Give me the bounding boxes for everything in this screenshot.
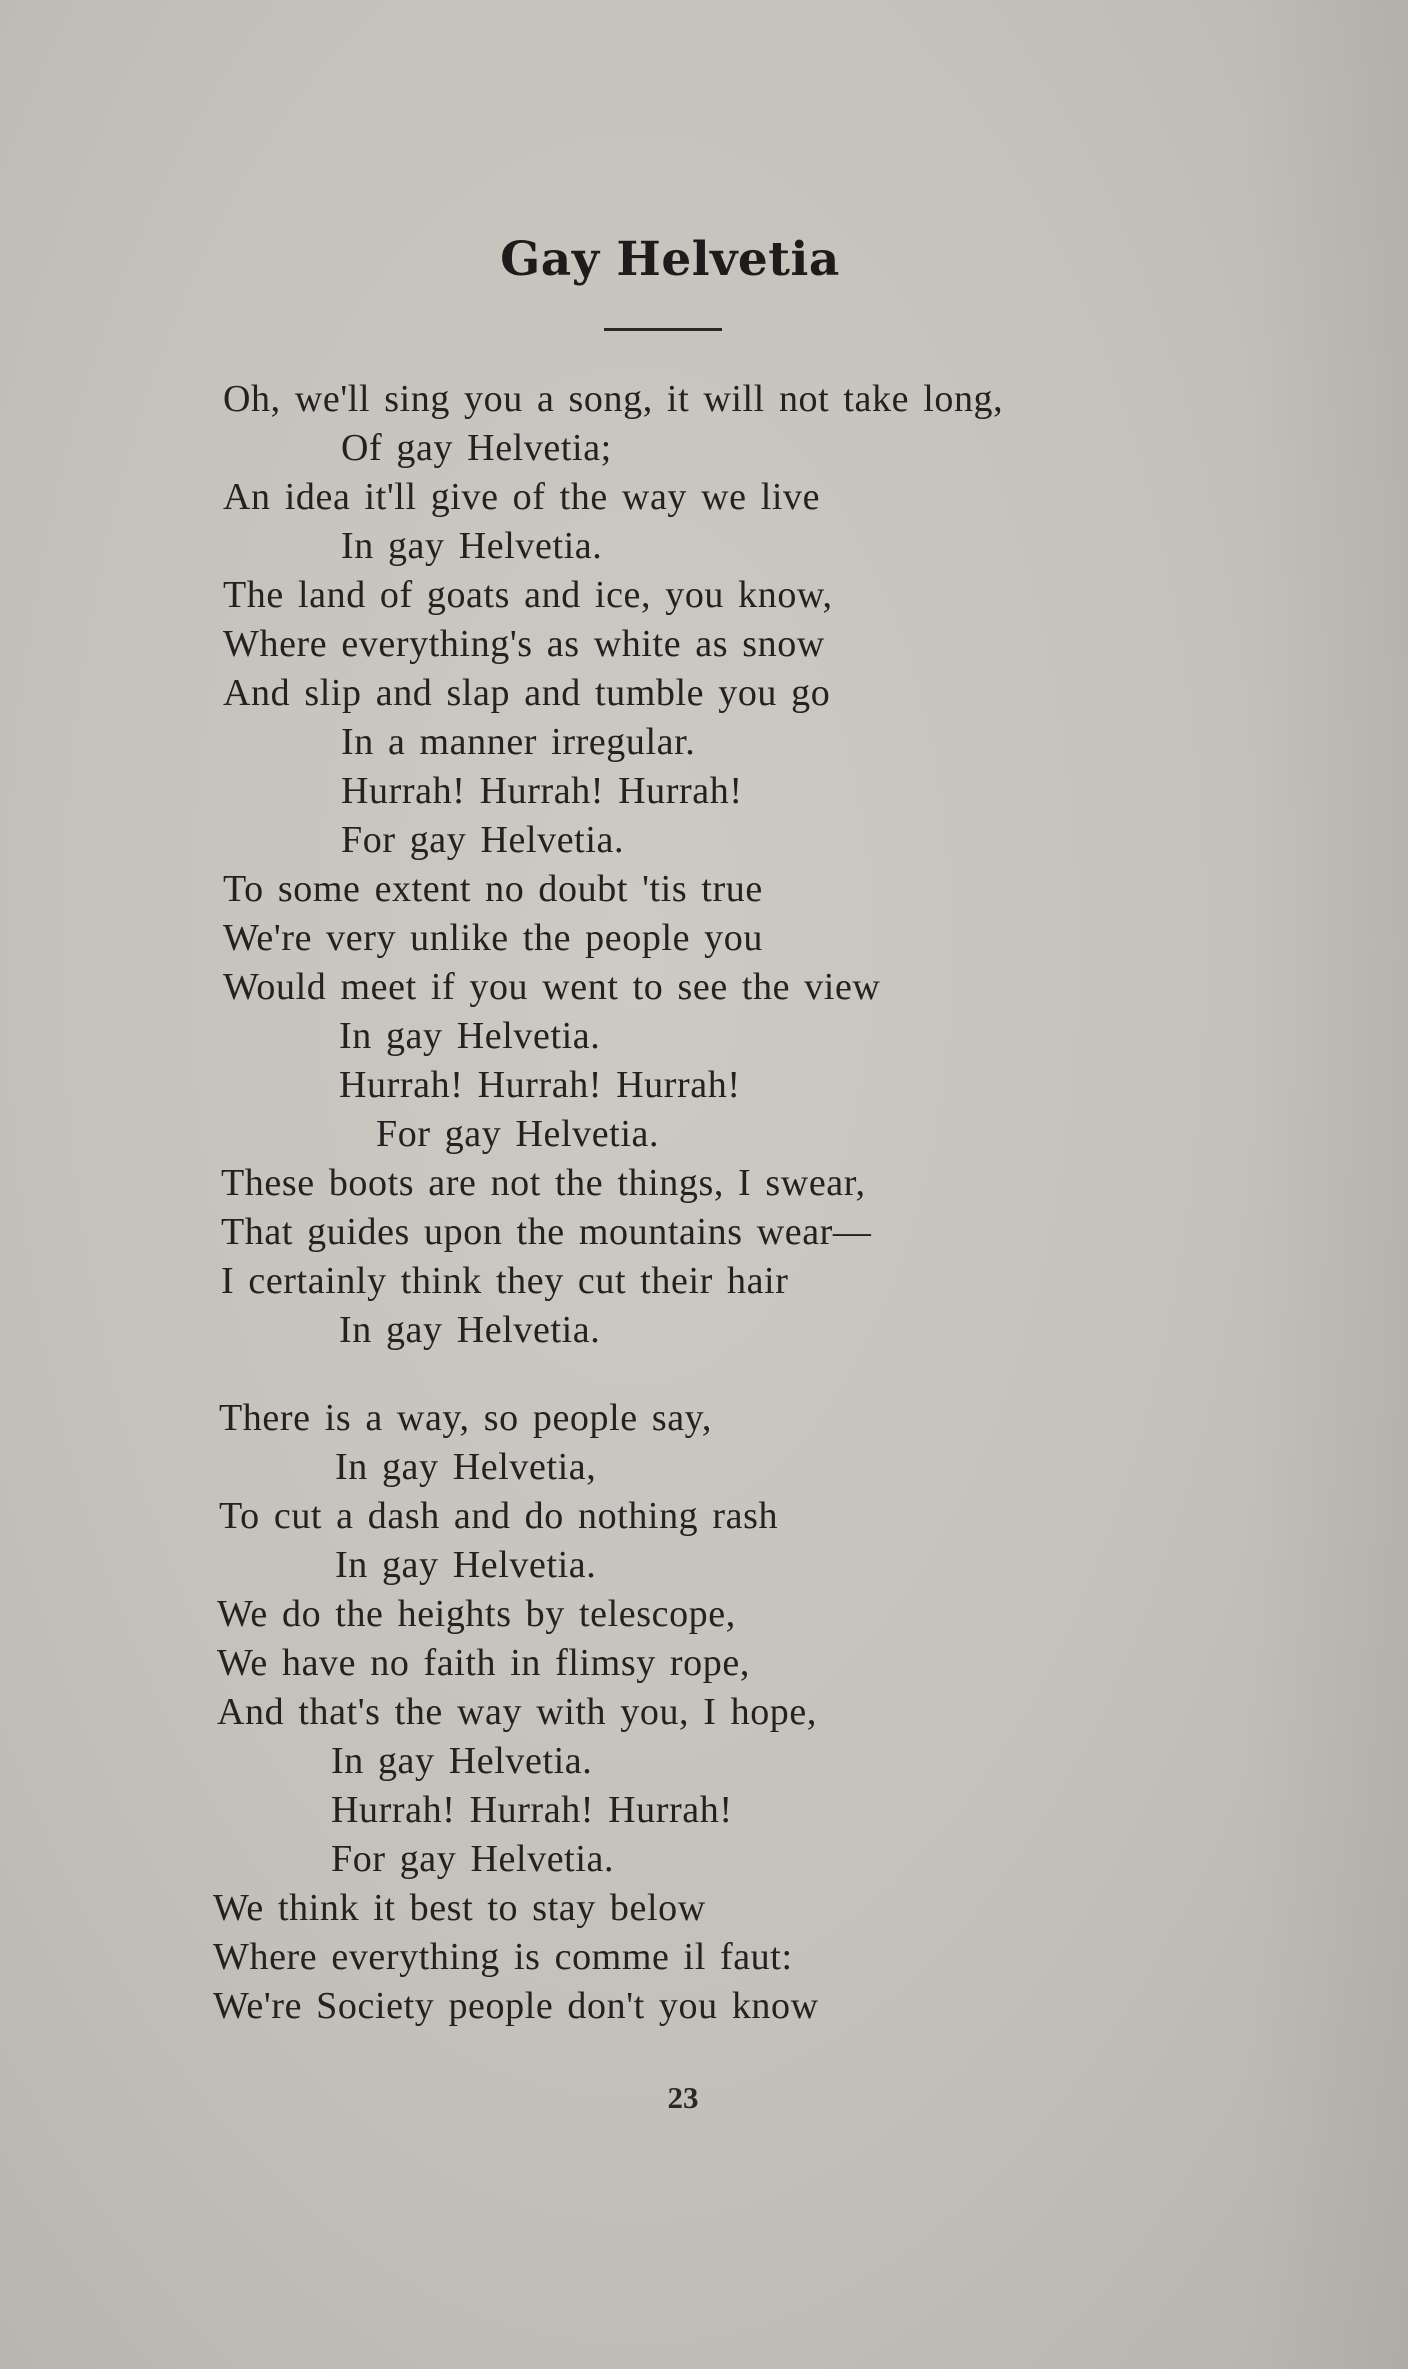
poem-title: Gay Helvetia bbox=[500, 232, 840, 287]
poem-line: In gay Helvetia, bbox=[335, 1446, 597, 1488]
poem-line: These boots are not the things, I swear, bbox=[221, 1162, 866, 1204]
poem-line: We're very unlike the people you bbox=[223, 917, 763, 959]
poem-line: For gay Helvetia. bbox=[331, 1838, 615, 1880]
poem-line: And slip and slap and tumble you go bbox=[223, 672, 831, 714]
poem-line: In gay Helvetia. bbox=[335, 1544, 597, 1586]
page-number: 23 bbox=[667, 2080, 699, 2115]
poem-line: In a manner irregular. bbox=[341, 721, 696, 763]
poem-line: For gay Helvetia. bbox=[376, 1113, 660, 1155]
poem-line: Hurrah! Hurrah! Hurrah! bbox=[339, 1064, 741, 1106]
poem-line: We're Society people don't you know bbox=[213, 1985, 819, 2027]
poem-line: Of gay Helvetia; bbox=[341, 427, 612, 469]
poem-line: Where everything's as white as snow bbox=[223, 623, 825, 665]
poem-line: We think it best to stay below bbox=[213, 1887, 706, 1929]
poem-line: I certainly think they cut their hair bbox=[221, 1260, 789, 1302]
poem-line: For gay Helvetia. bbox=[341, 819, 625, 861]
poem-line: In gay Helvetia. bbox=[339, 1015, 601, 1057]
poem-line: Where everything is comme il faut: bbox=[213, 1936, 793, 1978]
poem-line: That guides upon the mountains wear— bbox=[221, 1211, 872, 1253]
poem-line: In gay Helvetia. bbox=[339, 1309, 601, 1351]
poem-line: In gay Helvetia. bbox=[331, 1740, 593, 1782]
poem-line: Would meet if you went to see the view bbox=[223, 966, 881, 1008]
poem-line: Oh, we'll sing you a song, it will not take long, bbox=[223, 378, 1004, 420]
poem-line: And that's the way with you, I hope, bbox=[217, 1691, 817, 1733]
poem-line: Hurrah! Hurrah! Hurrah! bbox=[331, 1789, 733, 1831]
poem-line: There is a way, so people say, bbox=[219, 1397, 712, 1439]
poem-line: In gay Helvetia. bbox=[341, 525, 603, 567]
poem-line: We do the heights by telescope, bbox=[217, 1593, 736, 1635]
poem-line: To some extent no doubt 'tis true bbox=[223, 868, 763, 910]
poem-line: To cut a dash and do nothing rash bbox=[219, 1495, 779, 1537]
poem-line: We have no faith in flimsy rope, bbox=[217, 1642, 750, 1684]
poem-line: The land of goats and ice, you know, bbox=[223, 574, 833, 616]
poem-line: Hurrah! Hurrah! Hurrah! bbox=[341, 770, 743, 812]
poem-line: An idea it'll give of the way we live bbox=[223, 476, 821, 518]
